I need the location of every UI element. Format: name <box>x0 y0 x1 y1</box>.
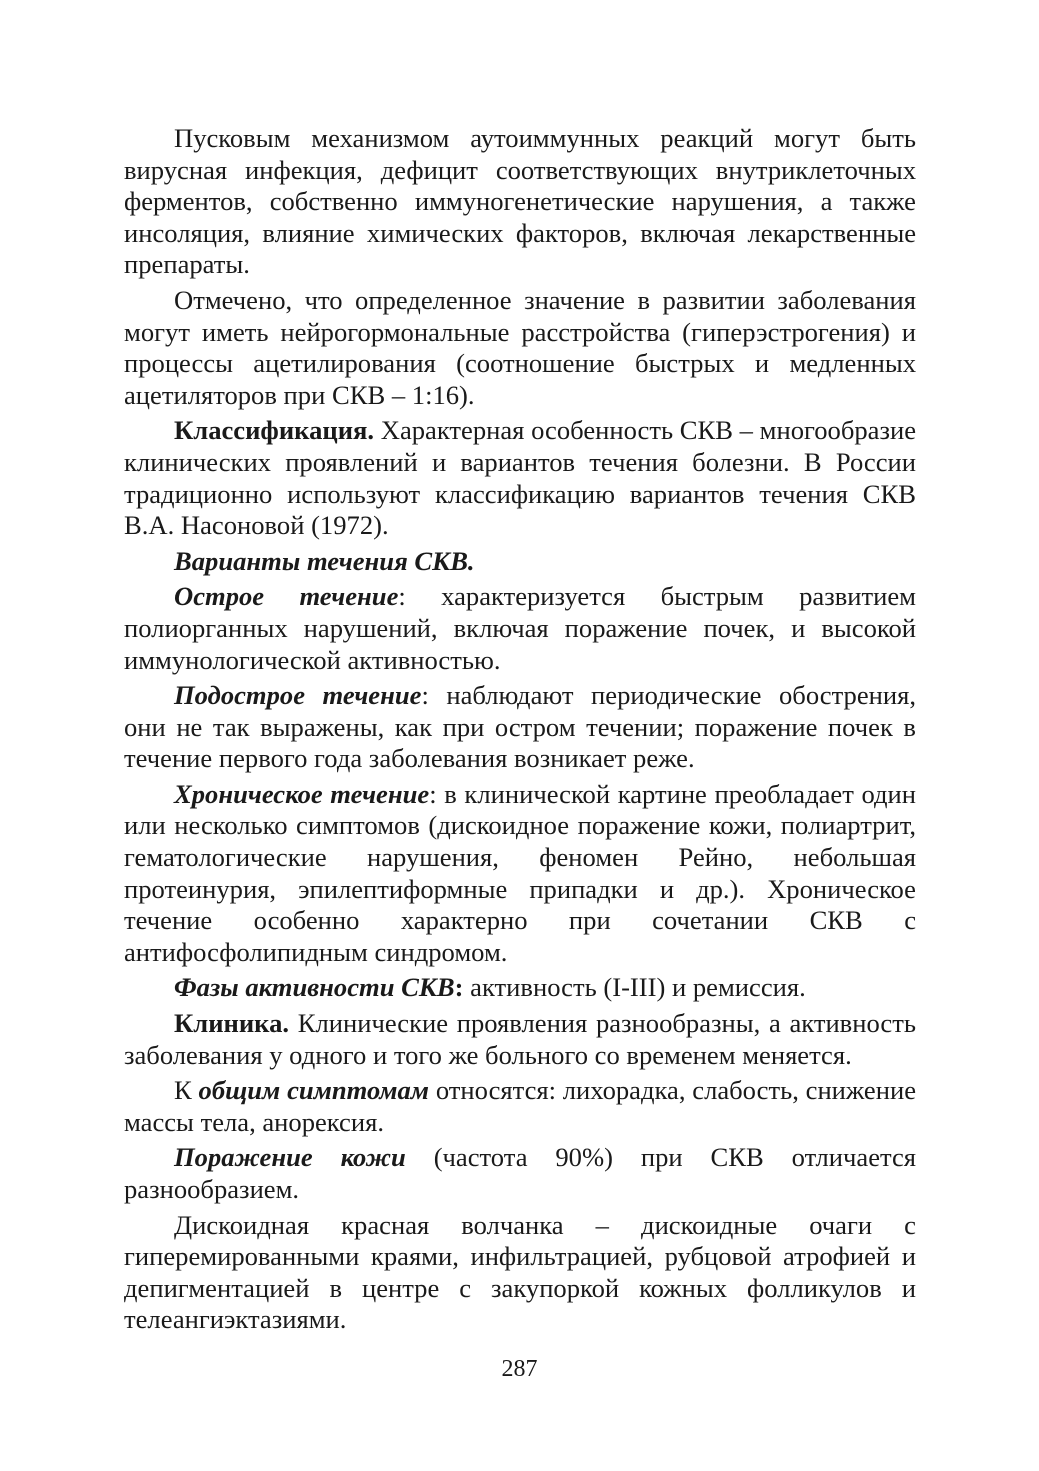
term-skin-lesions: Поражение кожи <box>174 1142 406 1173</box>
page-number: 287 <box>501 1356 538 1382</box>
paragraph-text: Пусковым механизмом аутоиммунных реакций могут быть вирусная инфекция, дефицит соответствующих внутриклеточных ферментов, собственно иммуногенетические нарушения, а также инсоляция, влияние химических факторов, включая лекарственные препараты. <box>124 123 916 280</box>
paragraph-text: Отмечено, что определенное значение в развитии заболевания могут иметь нейрогормональные расстройства (гиперэстрогения) и процессы ацетилирования (соотношение быстрых и медленных ацетиляторов при СКВ – 1:16). <box>124 284 916 410</box>
paragraph-text: Клинические проявления разнообразны, а активность заболевания у одного и того же больного со временем меняется. <box>124 1008 916 1070</box>
paragraph-text: : наблюдают периодические обострения, они не так выражены, как при остром течении; поражение почек в течение первого года заболевания возникает реже. <box>124 680 916 774</box>
paragraph-skin-lesions <box>124 1142 916 1205</box>
term-chronic-course: Хроническое течение <box>174 778 430 809</box>
paragraph-clinic <box>124 1008 916 1071</box>
paragraph-discoid-lupus <box>124 1210 916 1336</box>
paragraph-autoimmune-triggers <box>124 123 916 281</box>
paragraph-acute-course <box>124 581 916 676</box>
paragraph-text: : характеризуется быстрым развитием полиорганных нарушений, включая поражение почек, и высокой иммунологической активностью. <box>124 581 916 675</box>
subheading-course-variants: Варианты течения СКВ. <box>174 545 475 576</box>
paragraph-text: относятся: лихорадка, слабость, снижение массы тела, анорексия. <box>124 1075 916 1137</box>
paragraph-text: Характерная особенность СКВ – многообразие клинических проявлений и вариантов течения болезни. В России традиционно используют классификацию вариантов течения СКВ В.А. Насоновой (1972). <box>124 415 916 541</box>
term-activity-phases: Фазы активности СКВ <box>174 972 455 1003</box>
term-colon: : <box>454 972 464 1003</box>
paragraph-text: активность (I-III) и ремиссия. <box>463 972 806 1003</box>
term-acute-course: Острое течение <box>174 581 399 612</box>
paragraph-general-symptoms <box>124 1075 916 1138</box>
paragraph-classification <box>124 415 916 541</box>
paragraph-course-variants <box>124 546 916 578</box>
paragraph-prefix: К <box>174 1075 199 1106</box>
section-heading-classification: Классификация. <box>174 415 375 446</box>
term-general-symptoms: общим симптомам <box>198 1075 430 1106</box>
paragraph-activity-phases <box>124 972 916 1004</box>
paragraph-chronic-course <box>124 779 916 969</box>
paragraph-text: (частота 90%) при СКВ отличается разнообразием. <box>124 1142 916 1204</box>
paragraph-neurohormonal <box>124 285 916 411</box>
section-heading-clinic: Клиника. <box>174 1008 290 1039</box>
paragraph-subacute-course <box>124 680 916 775</box>
term-subacute-course: Подострое течение <box>174 680 422 711</box>
paragraph-text: Дискоидная красная волчанка – дискоидные очаги с гиперемированными краями, инфильтрацией, рубцовой атрофией и депигментацией в центре с закупоркой кожных фолликулов и телеангиэктазиями. <box>124 1209 916 1335</box>
page-body <box>124 123 916 1340</box>
paragraph-text: : в клинической картине преобладает один или несколько симптомов (дискоидное поражение кожи, полиартрит, гематологические нарушения, феномен Рейно, небольшая протеинурия, эпилептиформные припадки и др.). Хроническое течение особенно характерно при сочетании СКВ с антифосфолипидным синдромом. <box>124 778 916 967</box>
